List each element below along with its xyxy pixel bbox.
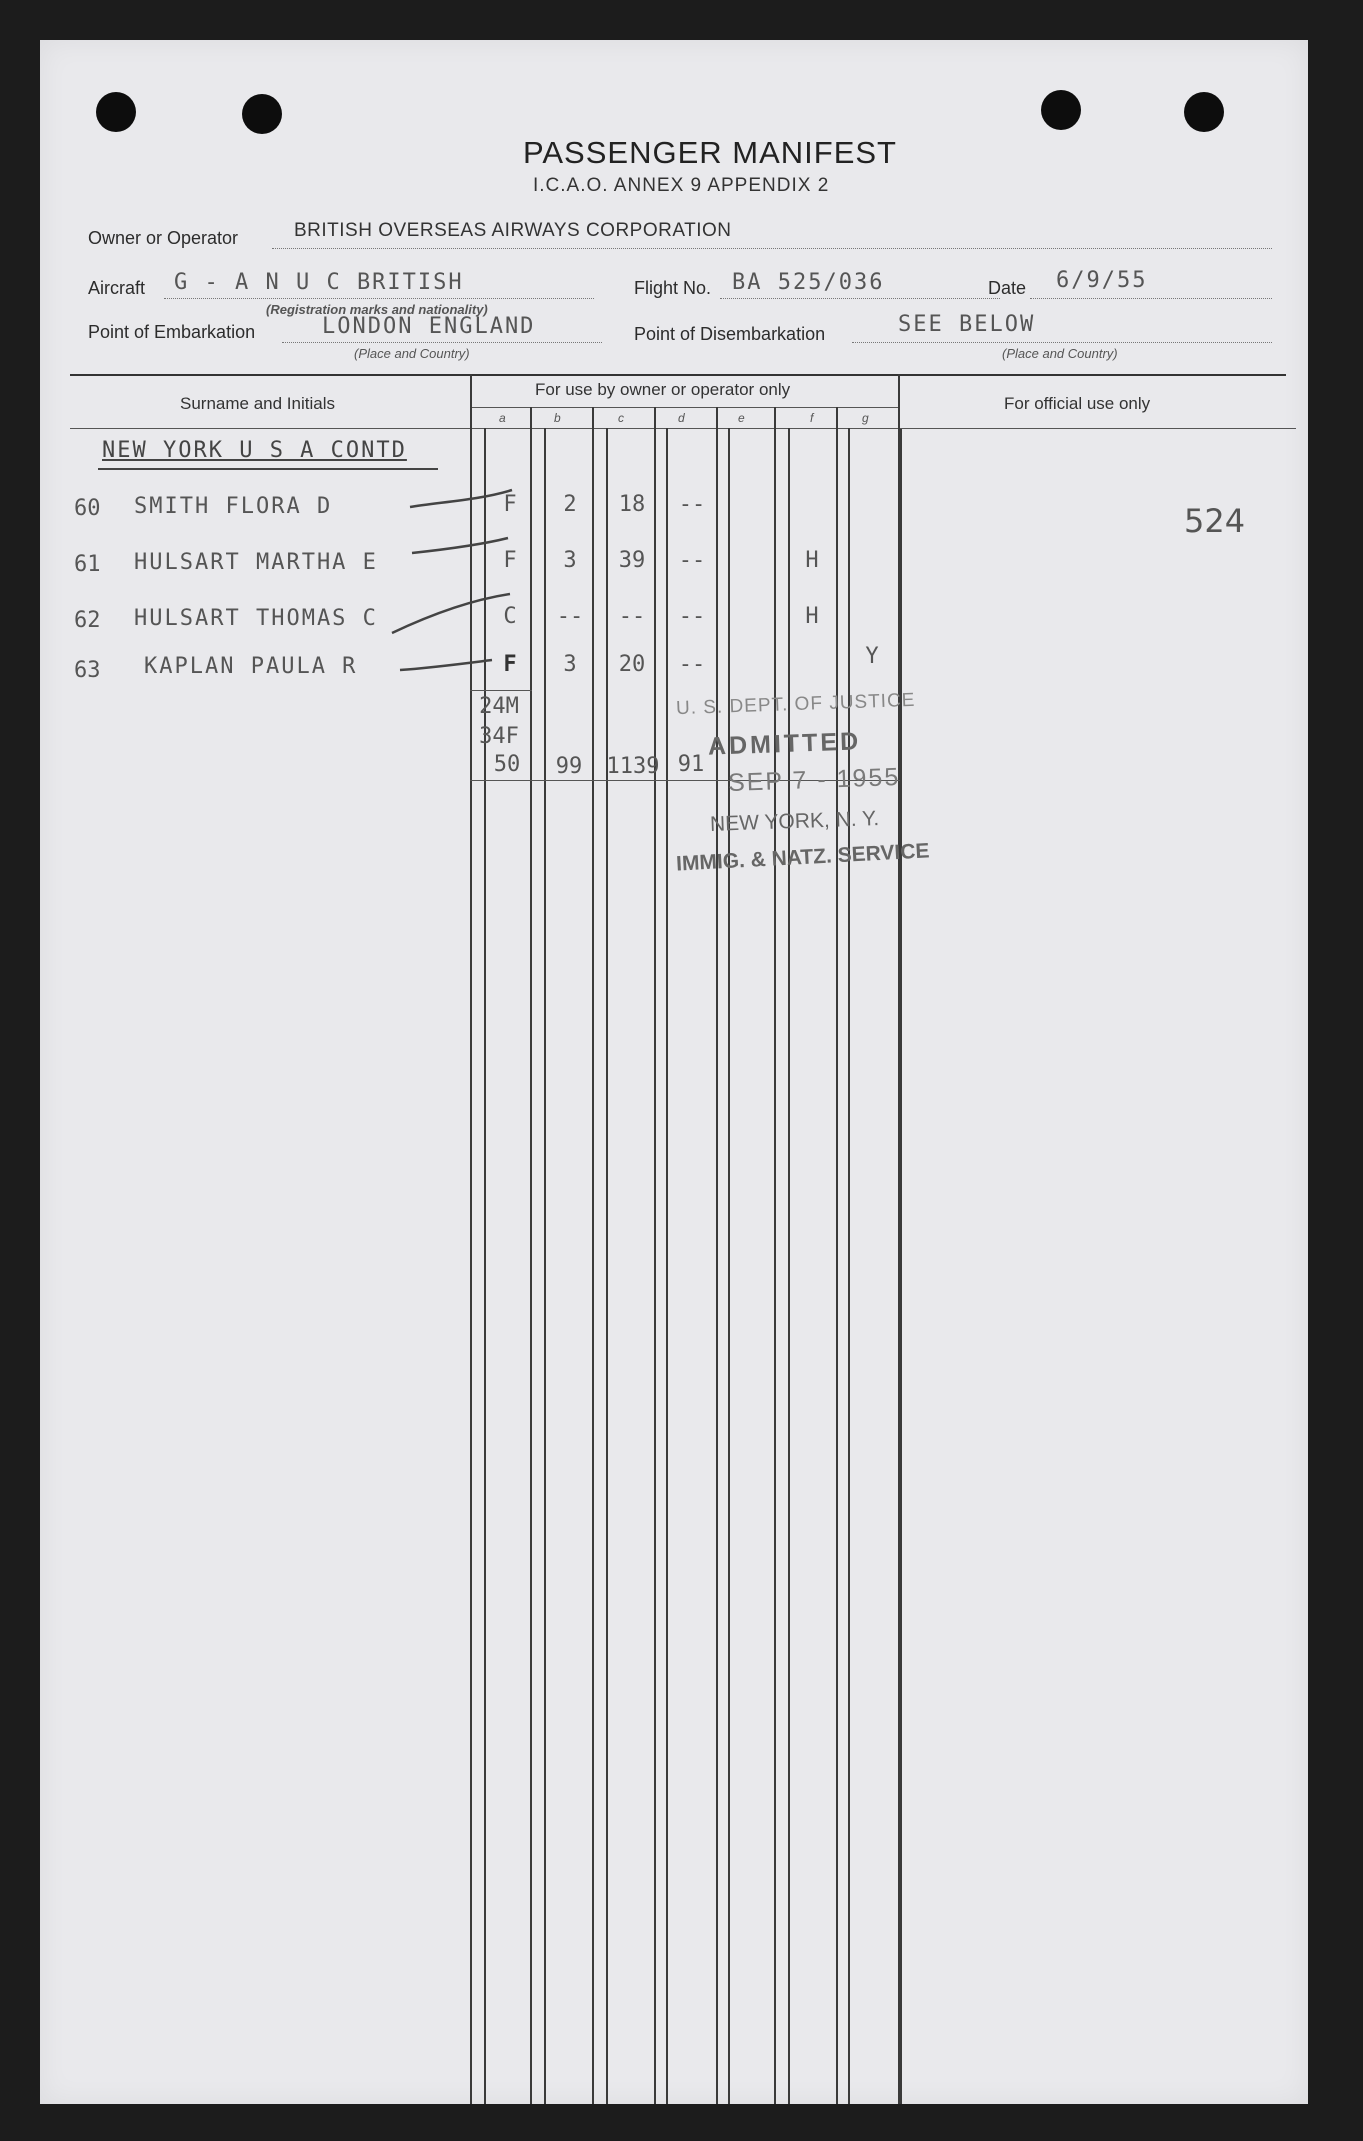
cell-f: H [805,604,819,629]
form-subtitle: I.C.A.O. ANNEX 9 APPENDIX 2 [533,175,830,196]
total-c: 1139 [606,754,660,779]
aircraft-value: G - A N U C BRITISH [174,270,464,295]
cell-f: H [805,548,819,573]
aircraft-note: (Registration marks and nationality) [266,302,488,317]
owner-value: BRITISH OVERSEAS AIRWAYS CORPORATION [294,220,732,241]
form-title: PASSENGER MANIFEST [523,135,897,170]
pen-stroke [400,660,492,670]
pen-stroke [392,594,510,633]
cell-a: C [503,604,517,629]
cell-a: F [503,652,517,677]
official-header: For official use only [1004,394,1151,413]
row-number: 62 [74,608,101,633]
total-b: 99 [555,754,583,779]
flight-label: Flight No. [634,278,712,298]
cell-d: -- [678,604,706,629]
cell-b: 2 [563,492,577,517]
total-a-line: 34F [479,724,519,749]
stamp-line-5: IMMIG. & NATZ. SERVICE [675,839,930,876]
col-tag-a: a [499,411,506,425]
col-tag-d: d [678,411,685,425]
col-tag-f: f [810,411,814,425]
embark-value: LONDON ENGLAND [322,314,536,339]
surname-header: Surname and Initials [180,394,335,413]
cell-g: Y [865,644,879,669]
cell-b: 3 [563,548,577,573]
cell-d: -- [678,652,706,677]
date-value: 6/9/55 [1056,268,1148,293]
flight-value: BA 525/036 [732,270,885,295]
passenger-name: SMITH FLORA D [134,494,333,519]
row-number: 61 [74,552,101,577]
operator-header: For use by owner or operator only [535,380,791,399]
disembark-label: Point of Disembarkation [634,324,826,344]
manifest-sheet [40,40,1308,2104]
passenger-name: HULSART MARTHA E [134,550,378,575]
stamp-line-3: SEP 7 - 1955 [727,763,901,797]
col-tag-c: c [618,411,624,425]
stamp-line-2: ADMITTED [707,727,862,761]
cell-a: F [503,548,517,573]
passenger-name: KAPLAN PAULA R [144,654,358,679]
cell-c: -- [618,604,646,629]
official-rule [900,428,1296,429]
col-tag-e: e [738,411,745,425]
cell-d: -- [678,492,706,517]
col-tag-b: b [554,411,561,425]
passenger-name: HULSART THOMAS C [134,606,378,631]
official-number: 524 [1184,502,1246,540]
total-d: 91 [677,752,705,777]
pen-stroke [410,490,512,507]
total-a-line: 24M [479,694,519,719]
pen-strokes [40,40,1308,740]
cell-b: -- [556,604,584,629]
section-heading: NEW YORK U S A CONTD [102,438,407,463]
date-label: Date [988,278,1027,298]
cell-b: 3 [563,652,577,677]
cell-d: -- [678,548,706,573]
cell-c: 39 [618,548,646,573]
stamp-line-4: NEW YORK, N. Y. [709,807,880,836]
disembark-value: SEE BELOW [898,312,1036,337]
embark-label: Point of Embarkation [88,322,256,342]
cell-c: 18 [618,492,646,517]
aircraft-label: Aircraft [88,278,146,298]
total-a: 50 [493,752,521,777]
pen-stroke [412,538,508,553]
totals-top-rule [470,690,532,691]
col-tag-g: g [862,411,869,425]
cell-c: 20 [618,652,646,677]
cell-a: F [503,492,517,517]
stamp-line-1: U. S. DEPT. OF JUSTICE [675,689,916,720]
row-number: 63 [74,658,101,683]
embark-note: (Place and Country) [354,346,470,361]
disembark-note: (Place and Country) [1002,346,1118,361]
row-number: 60 [74,496,101,521]
owner-label: Owner or Operator [88,228,239,248]
